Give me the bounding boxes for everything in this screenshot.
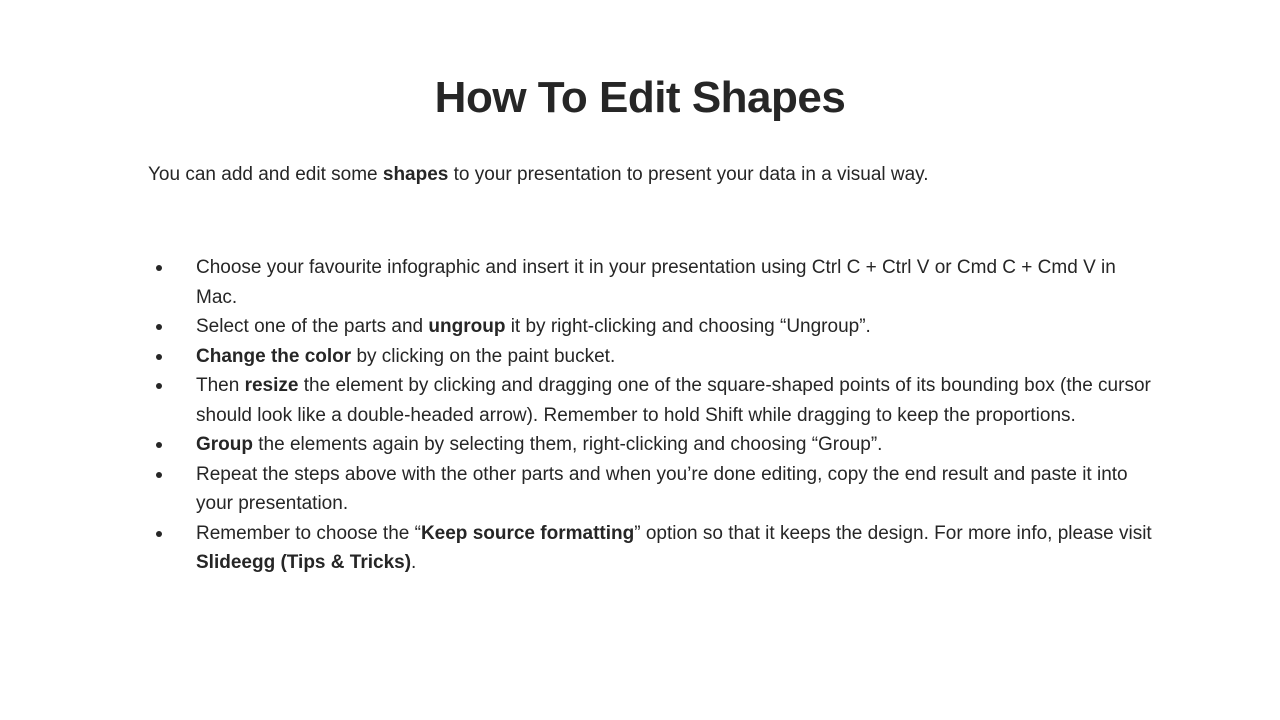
list-item-text-middle: ” option so that it keeps the design. For more info, please visit <box>634 522 1152 544</box>
slideegg-link-text[interactable]: Slideegg (Tips & Tricks) <box>196 552 412 573</box>
intro-text-bold: shapes <box>382 164 449 185</box>
list-item-text-before: Then <box>196 375 245 396</box>
bullet-dot-icon <box>156 442 162 448</box>
list-item <box>148 371 1158 430</box>
intro-text-before: You can add and edit some <box>148 164 383 185</box>
list-item-text-bold: ungroup <box>428 316 506 337</box>
list-item-text-bold: resize <box>244 375 299 396</box>
intro-text-after: to your presentation to present your data in a visual way. <box>448 164 929 185</box>
bullet-dot-icon <box>156 383 162 389</box>
list-item-text-bold: Group <box>196 434 253 455</box>
list-item-text-after: the element by clicking and dragging one of the square-shaped points of its bounding box (the cursor should look like a double-headed arrow). Remember to hold Shift while dragging to keep the proportions. <box>196 375 1151 426</box>
list-item <box>148 519 1158 578</box>
bullet-dot-icon <box>156 324 162 330</box>
list-item <box>148 253 1158 312</box>
instruction-list <box>148 253 1158 578</box>
list-item-text-after: it by right-clicking and choosing “Ungroup”. <box>505 316 871 337</box>
bullet-dot-icon <box>156 354 162 360</box>
list-item-text-bold: Keep source formatting <box>420 522 635 544</box>
list-item <box>148 342 1158 372</box>
list-item-text: Repeat the steps above with the other parts and when you’re done editing, copy the end result and paste it into your presentation. <box>196 463 1128 514</box>
slide-title: How To Edit Shapes <box>434 73 846 122</box>
list-item-text-before: Select one of the parts and <box>196 316 429 337</box>
list-item-text-after: . <box>411 552 417 573</box>
list-item-text: Choose your favourite infographic and insert it in your presentation using Ctrl C + Ctrl V or Cmd C + Cmd V in Mac. <box>196 257 1116 308</box>
list-item-text-bold: Change the color <box>196 345 352 367</box>
list-item-text-after: by clicking on the paint bucket. <box>351 345 616 367</box>
list-item <box>148 312 1158 342</box>
bullet-dot-icon <box>156 472 162 478</box>
bullet-dot-icon <box>156 531 162 537</box>
list-item <box>148 430 1158 460</box>
list-item-text-before: Remember to choose the “ <box>196 522 421 544</box>
intro-paragraph <box>148 161 1148 189</box>
list-item-text-after: the elements again by selecting them, right-clicking and choosing “Group”. <box>253 434 883 455</box>
list-item <box>148 460 1158 519</box>
bullet-dot-icon <box>156 265 162 271</box>
